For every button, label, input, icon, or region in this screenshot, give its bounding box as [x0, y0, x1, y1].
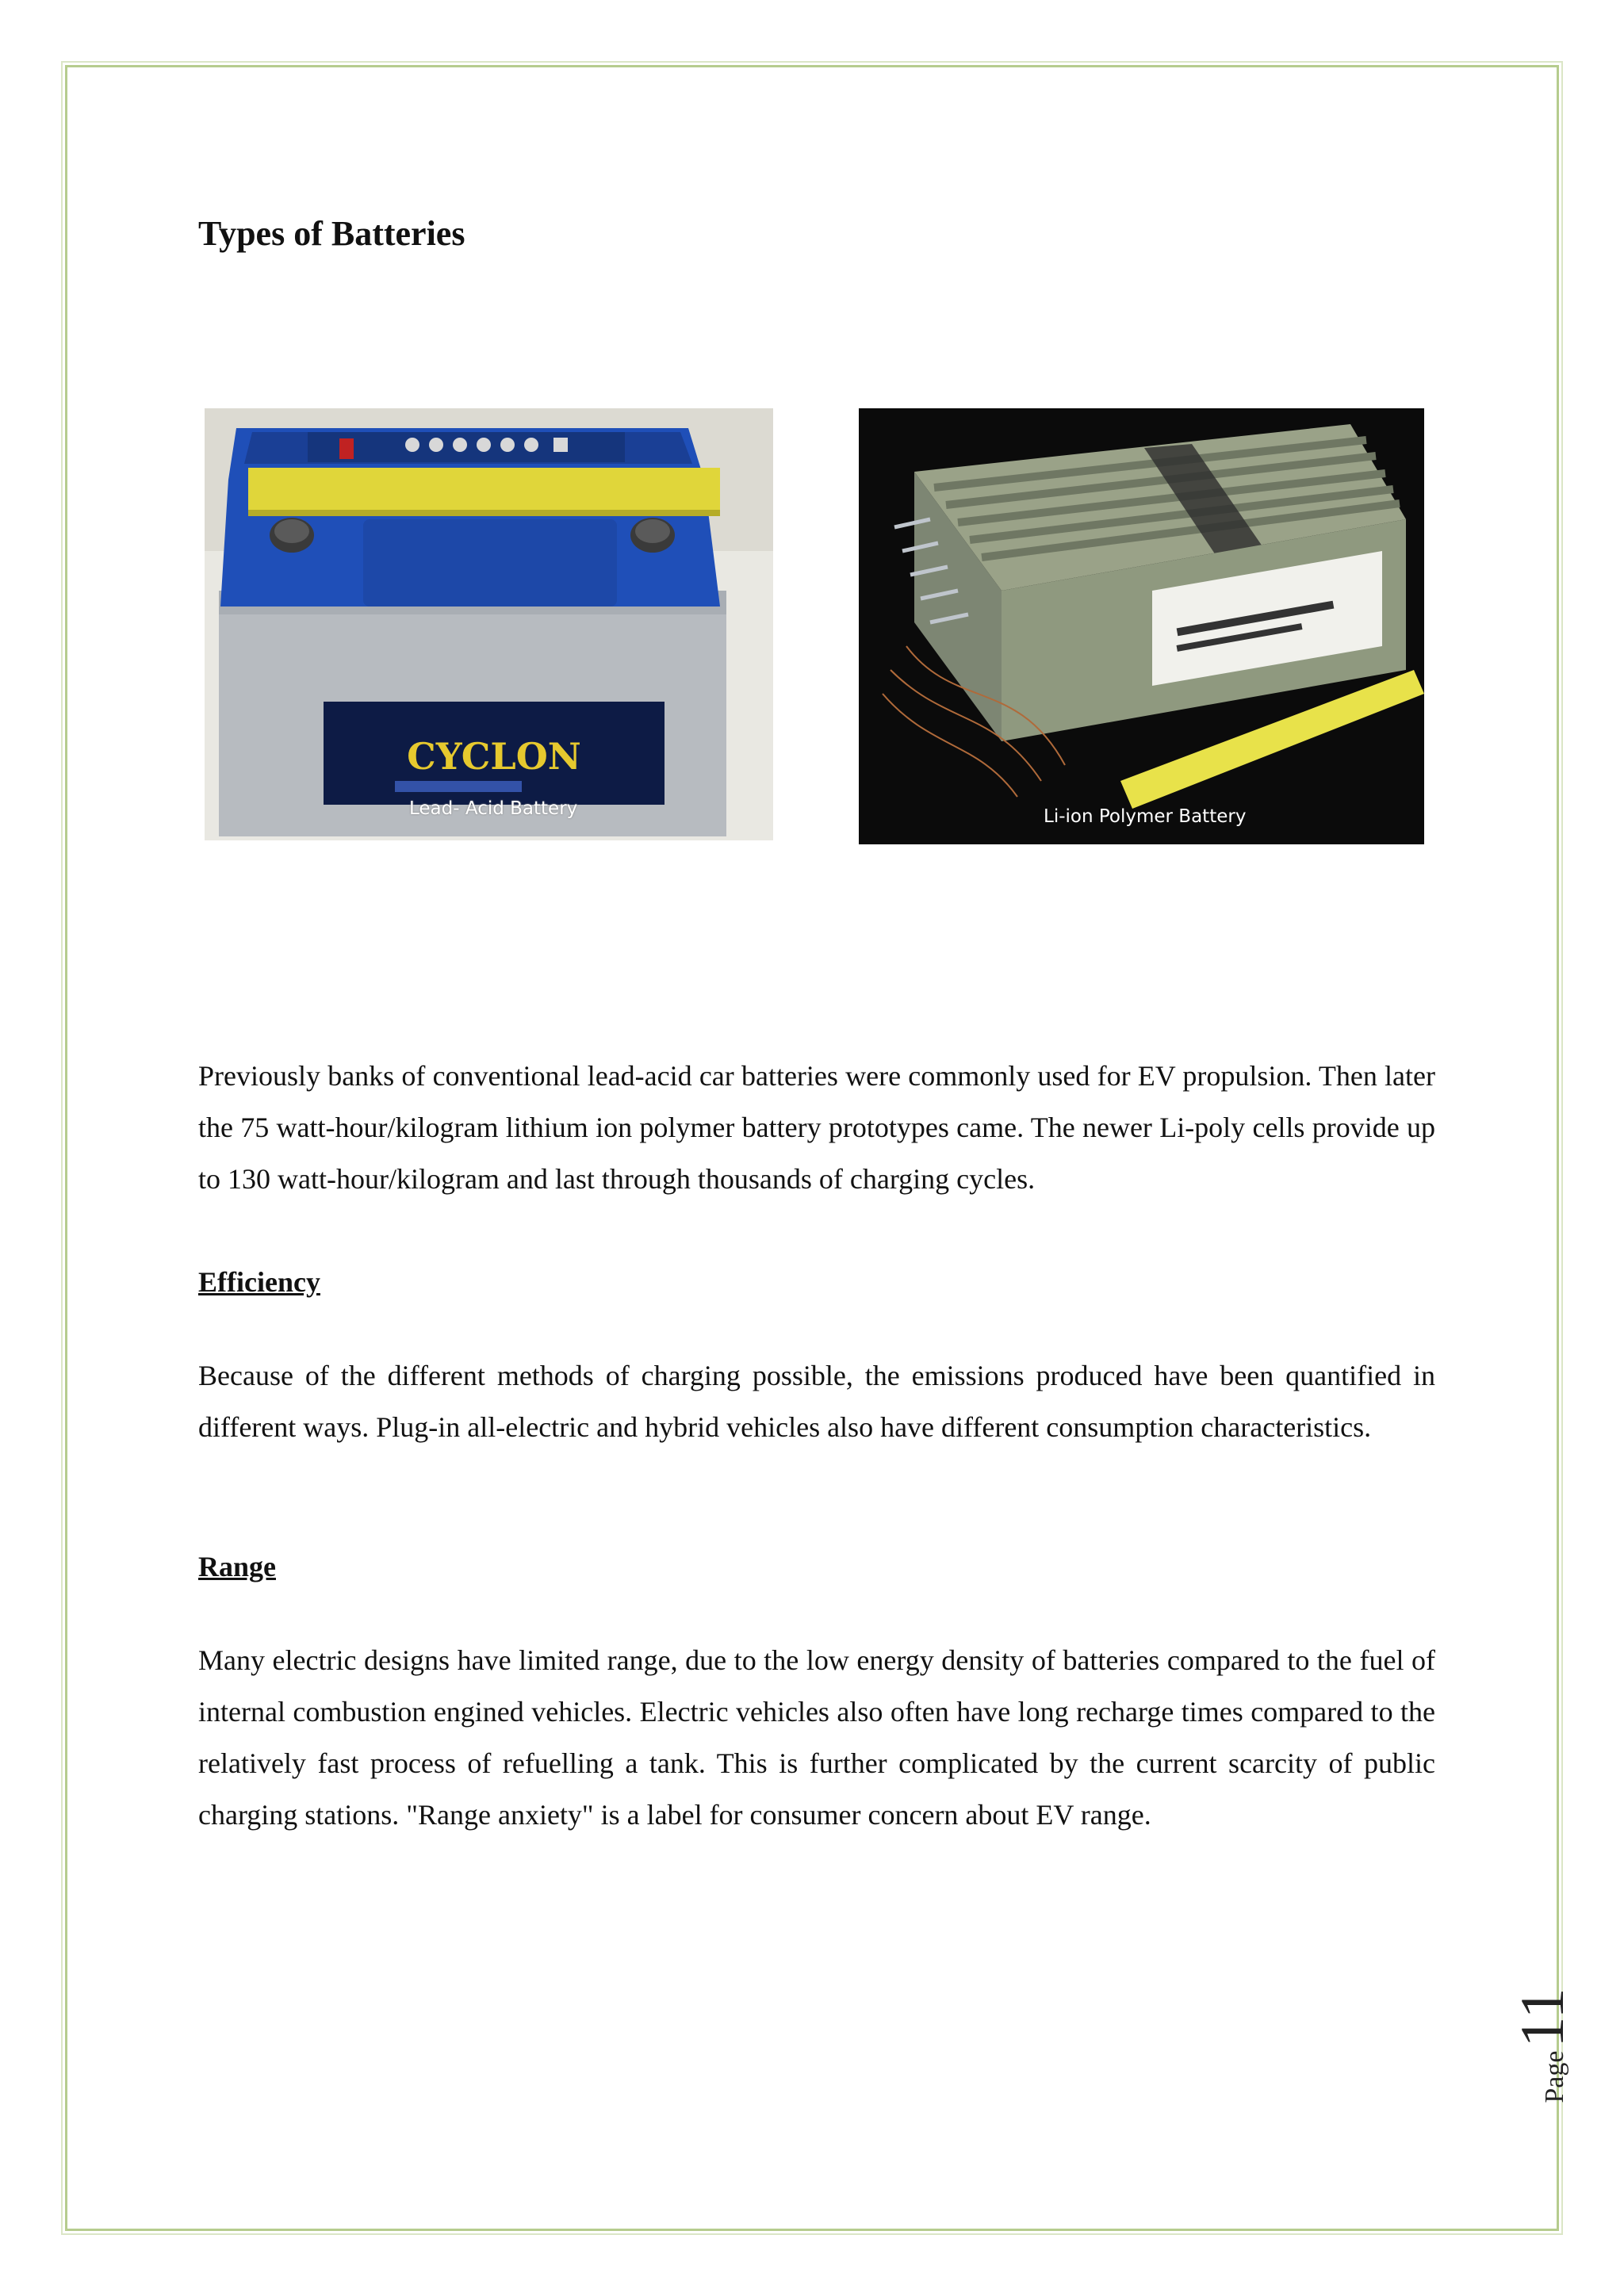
li-ion-caption: Li-ion Polymer Battery: [1044, 806, 1247, 827]
lead-acid-battery-image: [205, 408, 773, 840]
page-number: [1507, 1974, 1578, 2117]
page-number-value: 11: [1507, 1988, 1576, 2048]
efficiency-heading: Efficiency: [198, 1266, 320, 1298]
lead-acid-caption: Lead- Acid Battery: [409, 798, 578, 819]
page-label: Page: [1540, 2050, 1569, 2103]
efficiency-paragraph: Because of the different methods of charging possible, the emissions produced have been quantified in different ways. Plug-in all-electric and hybrid vehicles also have different consumption characteristics.: [198, 1360, 1435, 1443]
range-paragraph: Many electric designs have limited range, due to the low energy density of batteries compared to the fuel of internal combustion engined vehicles. Electric vehicles also often have long recharge times compared to the relatively fast process of refuelling a tank. This is further complicated by the current scarcity of public charging stations. "Range anxiety" is a label for consumer concern about EV range.: [198, 1644, 1435, 1831]
range-heading: Range: [198, 1551, 276, 1582]
page-title: Types of Batteries: [198, 214, 465, 254]
lead-acid-battery-illustration: [205, 408, 773, 840]
li-ion-battery-illustration: [859, 408, 1424, 844]
li-ion-polymer-battery-image: [859, 408, 1424, 844]
intro-paragraph: Previously banks of conventional lead-acid car batteries were commonly used for EV propulsion. Then later the 75 watt-hour/kilogram lithium ion polymer battery prototypes came. The newer Li-poly cells provide up to 130 watt-hour/kilogram and last through thousands of charging cycles.: [198, 1060, 1435, 1195]
svg-text:CYCLON: CYCLON: [407, 735, 581, 778]
